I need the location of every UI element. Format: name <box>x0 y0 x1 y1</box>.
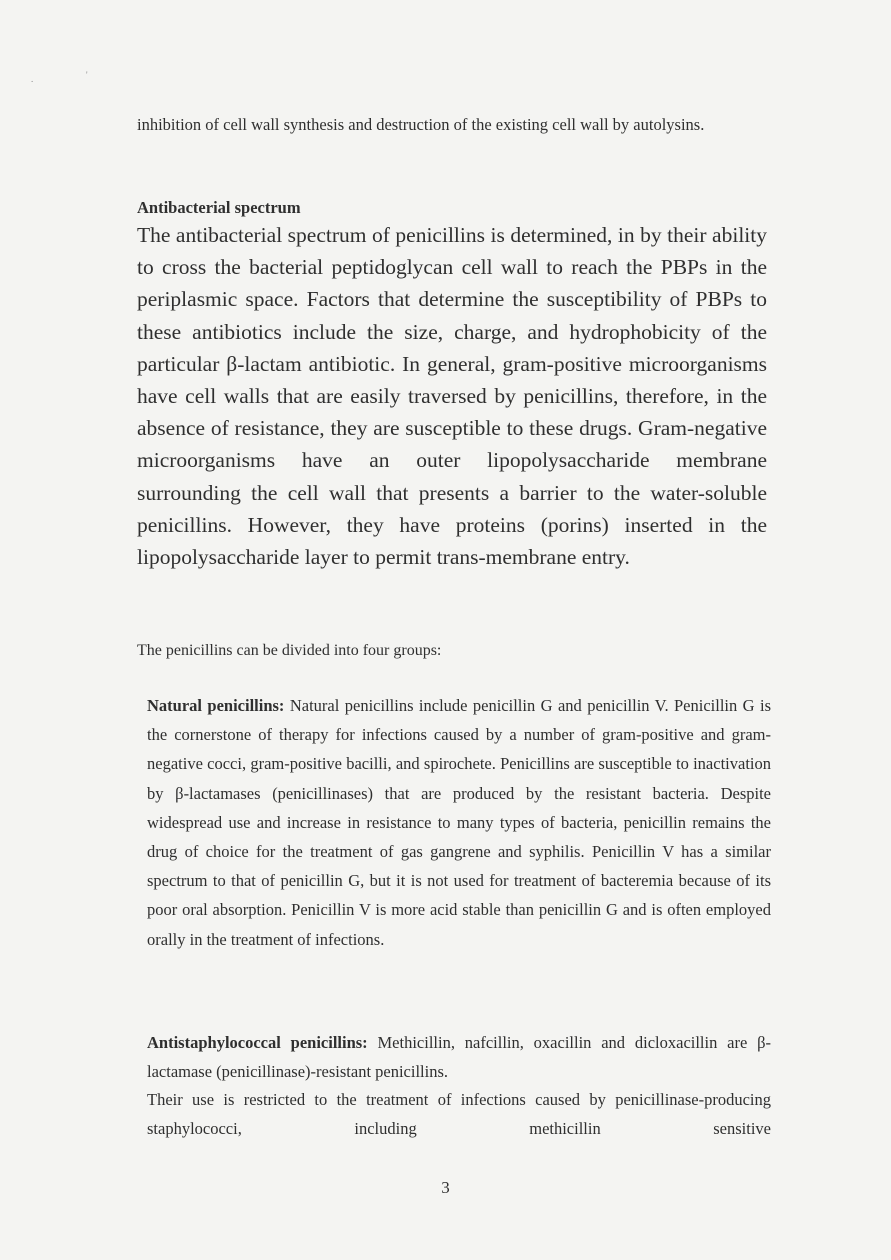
natural-penicillins-paragraph <box>147 691 771 954</box>
antistaphylococcal-paragraph <box>147 1028 771 1086</box>
intro-paragraph: inhibition of cell wall synthesis and destruction of the existing cell wall by autolysins. <box>137 115 705 134</box>
groups-intro: The penicillins can be divided into four groups: <box>137 642 442 659</box>
margin-speck: . <box>31 74 34 84</box>
section-heading: Antibacterial spectrum <box>137 198 301 217</box>
margin-speck: ' <box>86 70 88 80</box>
restricted-use-paragraph: Their use is restricted to the treatment of infections caused by penicillinase-producing staphylococci, including methicillin sensitive <box>147 1090 771 1139</box>
natural-penicillins-text: Natural penicillins include penicillin G and penicillin V. Penicillin G is the cornerstone of therapy for infections caused by a number of gram-positive and gram-negative cocci, gram-positive bacilli, and spirochete. Penicillins are susceptible to inactivation by β-lactamases (penicillinases) that are produced by the resistant bacteria. Despite widespread use and increase in resistance to many types of bacteria, penicillin remains the drug of choice for the treatment of gas gangrene and syphilis. Penicillin V has a similar spectrum to that of penicillin G, but it is not used for treatment of bacteremia because of its poor oral absorption. Penicillin V is more acid stable than penicillin G and is often employed orally in the treatment of infections. <box>147 696 772 949</box>
natural-penicillins-term: Natural penicillins: <box>147 696 285 715</box>
spectrum-paragraph: The antibacterial spectrum of penicillins is determined, in by their ability to cross the bacterial peptidoglycan cell wall to reach the PBPs in the periplasmic space. Factors that determine the susceptibility of PBPs to these antibiotics include the size, charge, and hydrophobicity of the particular β-lactam antibiotic. In general, gram-positive microorganisms have cell walls that are easily traversed by penicillins, therefore, in the absence of resistance, they are susceptible to these drugs. Gram-negative microorganisms have an outer lipopolysaccharide membrane surrounding the cell wall that presents a barrier to the water-soluble penicillins. However, they have proteins (porins) inserted in the lipopolysaccharide layer to permit trans-membrane entry. <box>137 223 767 570</box>
antistaphylococcal-text: Methicillin, nafcillin, oxacillin and dicloxacillin are β-lactamase (penicillinase)-resistant penicillins. <box>147 1033 772 1082</box>
antistaphylococcal-term: Antistaphylococcal penicillins: <box>147 1033 368 1052</box>
page-number: 3 <box>441 1178 450 1197</box>
